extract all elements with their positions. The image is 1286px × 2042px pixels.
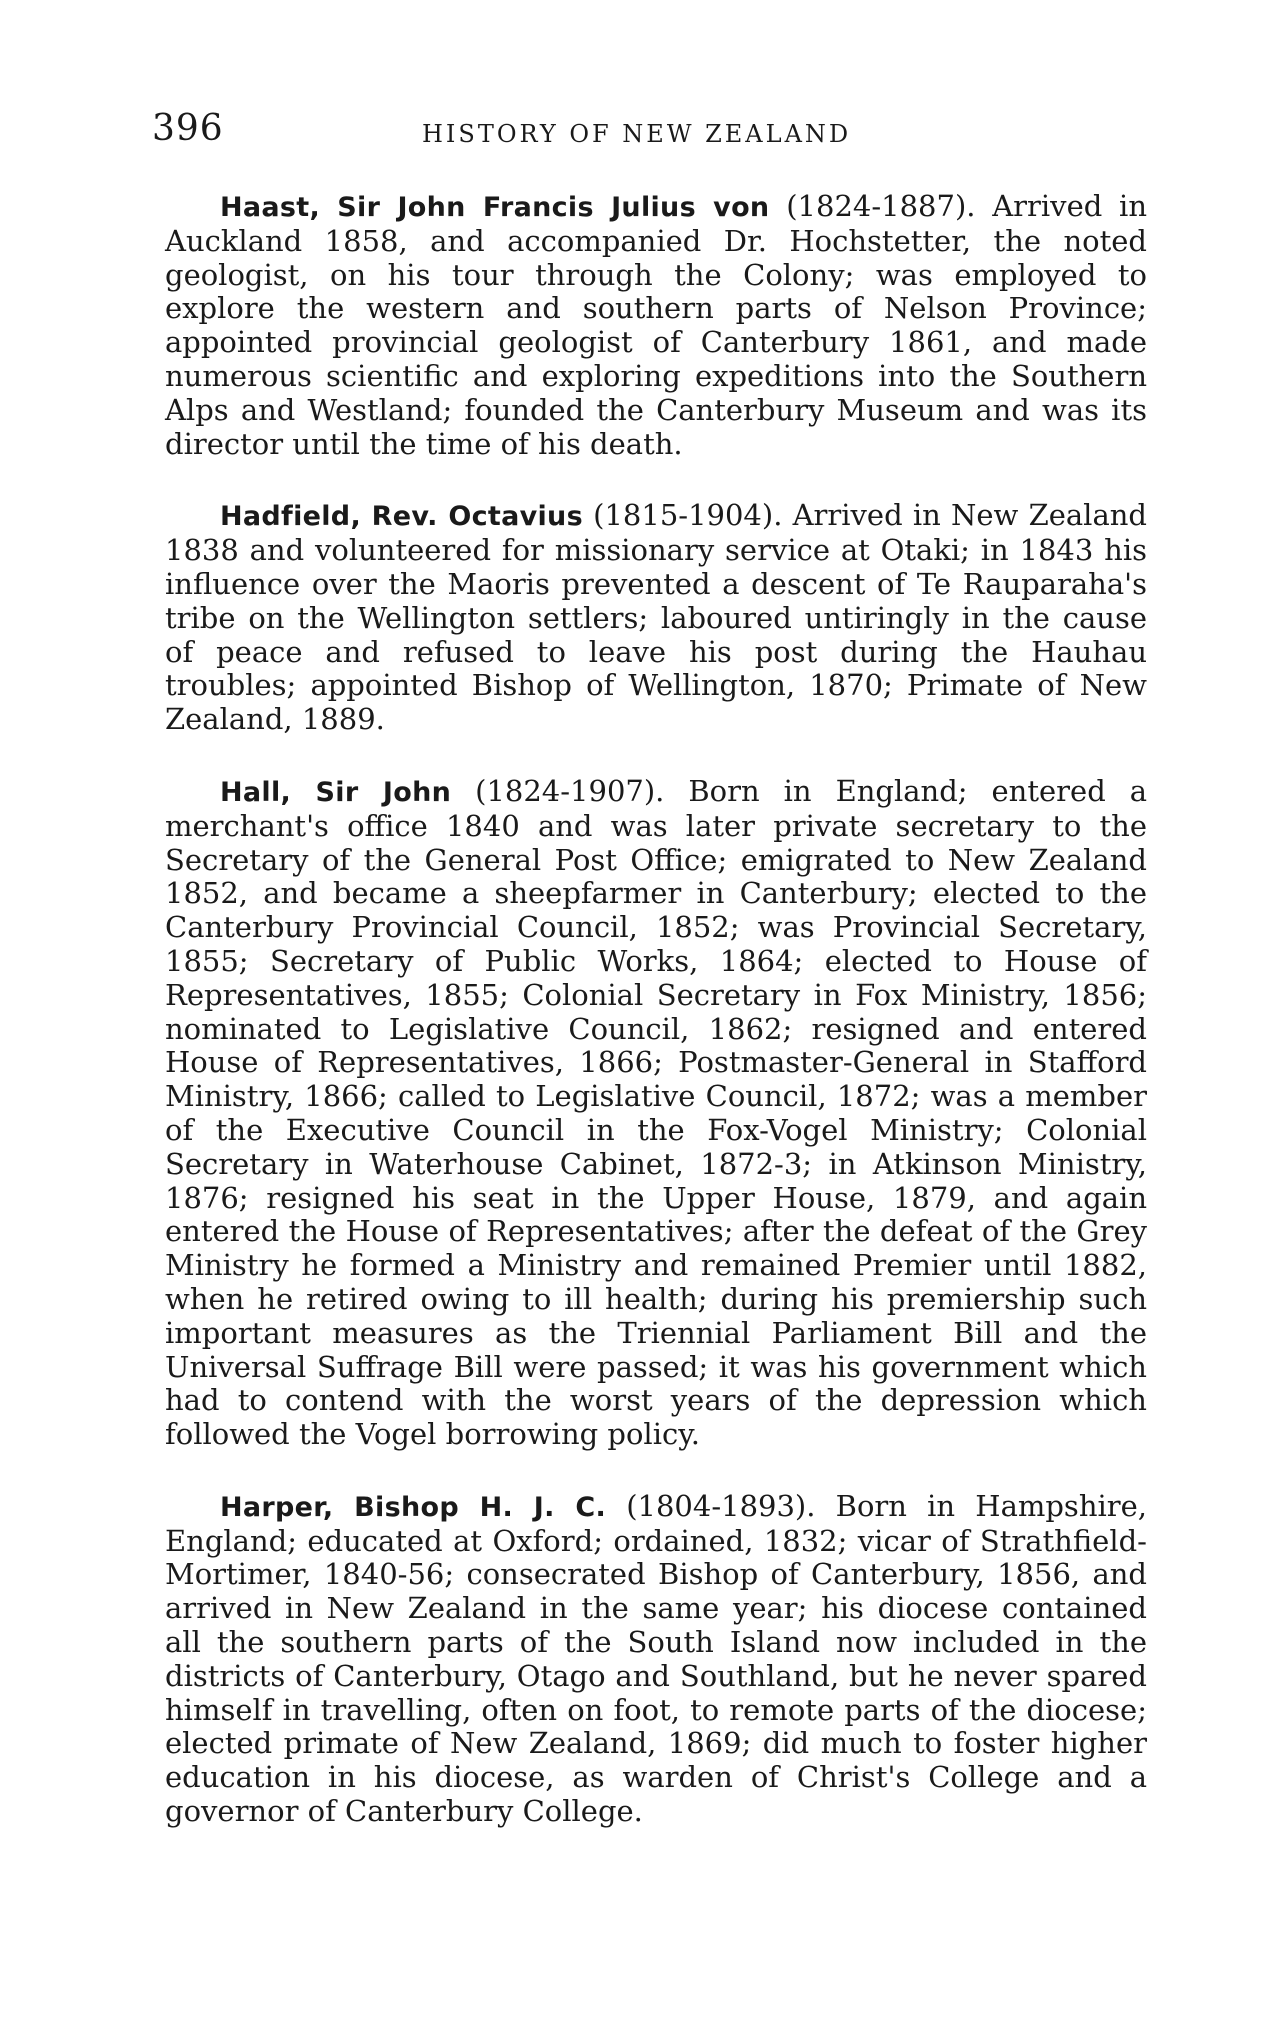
entry-hall — [165, 775, 1147, 1452]
biography-entries — [165, 190, 1147, 1867]
entry-name: Hall, Sir John — [220, 776, 452, 808]
entry-haast — [165, 190, 1147, 461]
entry-harper — [165, 1490, 1147, 1829]
entry-name: Harper, Bishop H. J. C. — [220, 1491, 606, 1523]
entry-text: (1804-1893). Born in Hampshire, England; educated at Oxford; ordained, 1832; vicar of Strathfield-Mortimer, 1840-56; consecrated Bishop of Canterbury, 1856, and arrived in New Zealand in the same year; his diocese contained all the southern parts of the South Island now included in the districts of Canterbury, Otago and Southland, but he never spared himself in travelling, often on foot, to remote parts of the diocese; elected primate of New Zealand, 1869; did much to foster higher education in his diocese, as warden of Christ's College and a governor of Canterbury College. — [165, 1488, 1148, 1829]
running-head: HISTORY OF NEW ZEALAND — [422, 120, 852, 148]
entry-text: (1824-1907). Born in England; entered a merchant's office 1840 and was later private secretary to the Secretary of the General Post Office; emigrated to New Zealand 1852, and became a sheepfarmer in Canterbury; elected to the Canterbury Provincial Council, 1852; was Provincial Secretary, 1855; Secretary of Public Works, 1864; elected to House of Representatives, 1855; Colonial Secretary in Fox Ministry, 1856; nominated to Legislative Council, 1862; resigned and entered House of Representatives, 1866; Postmaster-General in Stafford Ministry, 1866; called to Legislative Council, 1872; was a member of the Executive Council in the Fox-Vogel Ministry; Colonial Secretary in Waterhouse Cabinet, 1872-3; in Atkinson Ministry, 1876; resigned his seat in the Upper House, 1879, and again entered the House of Representatives; after the defeat of the Grey Ministry he formed a Ministry and remained Premier until 1882, when he retired owing to ill health; during his premiership such important measures as the Triennial Parliament Bill and the Universal Suffrage Bill were passed; it was his government which had to contend with the worst years of the depression which followed the Vogel borrowing policy. — [165, 773, 1148, 1452]
entry-text: (1824-1887). Arrived in Auckland 1858, and accompanied Dr. Hochstetter, the noted geologist, on his tour through the Colony; was employed to explore the western and southern parts of Nelson Province; appointed provincial geologist of Canterbury 1861, and made numerous scientific and exploring expeditions into the Southern Alps and Westland; founded the Canterbury Museum and was its director until the time of his death. — [165, 189, 1148, 461]
entry-name: Hadfield, Rev. Octavius — [220, 501, 583, 533]
entry-text: (1815-1904). Arrived in New Zealand 1838 and volunteered for missionary service at Otaki; in 1843 his influence over the Maoris prevented a descent of Te Rauparaha's tribe on the Wellington settlers; laboured untiringly in the cause of peace and refused to leave his post during the Hauhau troubles; appointed Bishop of Wellington, 1870; Primate of New Zealand, 1889. — [165, 498, 1147, 737]
page-number: 396 — [152, 108, 224, 149]
entry-hadfield — [165, 499, 1147, 737]
page-header — [152, 108, 1132, 158]
entry-name: Haast, Sir John Francis Julius von — [220, 192, 770, 223]
